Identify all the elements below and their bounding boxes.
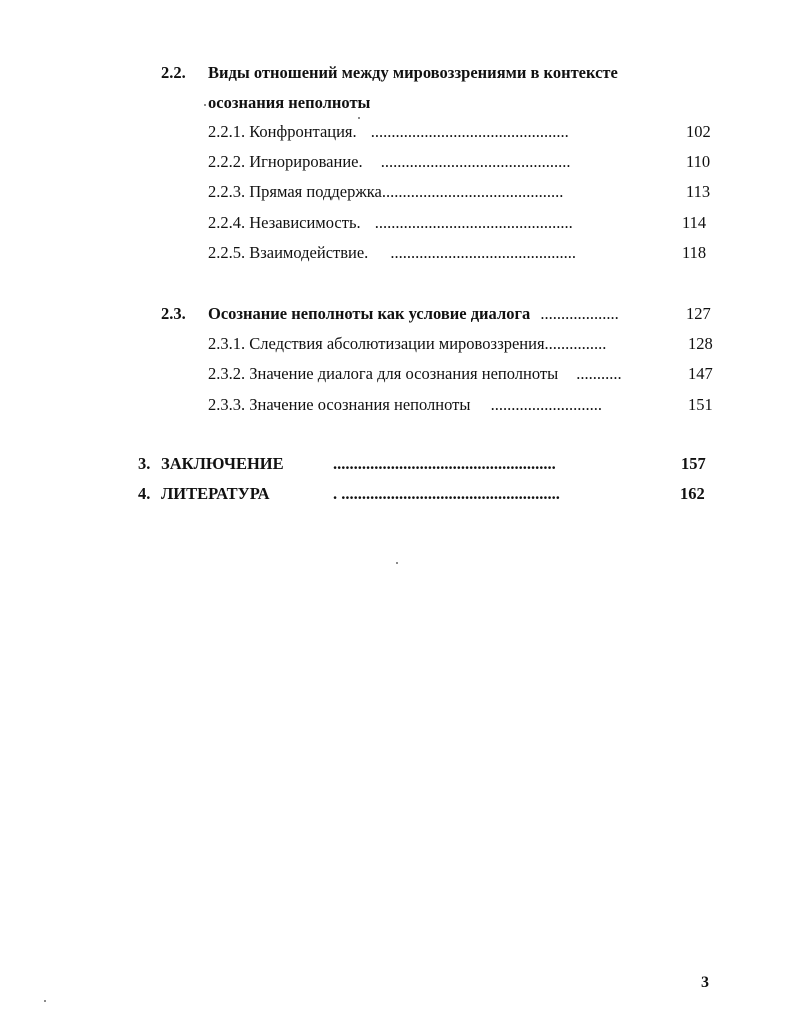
section-4-page: 162 <box>680 484 705 503</box>
scan-speck <box>358 117 360 119</box>
toc-entry-text: 2.2.5. Взаимодействие. <box>208 243 369 262</box>
toc-entry-2-2-5 <box>208 243 576 263</box>
toc-entry-dots: ............................................. <box>390 243 577 262</box>
toc-entry-text: 2.3.3. Значение осознания неполноты <box>208 395 471 414</box>
scan-speck <box>204 104 206 106</box>
toc-entry-2-3-3 <box>208 395 602 415</box>
section-2-3-page: 127 <box>686 304 711 323</box>
section-4-number: 4. <box>138 484 151 503</box>
section-3-dots: ...................................................... <box>333 454 556 473</box>
section-2-3 <box>161 304 186 324</box>
section-4-title: ЛИТЕРАТУРА <box>161 484 270 503</box>
toc-entry-text: 2.3.1. Следствия абсолютизации мировоззрения <box>208 334 545 353</box>
section-2-2-title: Виды отношений между мировоззрениями в контексте <box>208 63 618 82</box>
toc-entry-dots: ........................................... <box>385 182 564 201</box>
toc-entry-text: 2.2.2. Игнорирование. <box>208 152 363 171</box>
toc-entry-dots: ................... <box>540 304 619 323</box>
page-number: 3 <box>701 974 709 991</box>
toc-entry-text: 2.2.4. Независимость. <box>208 213 361 232</box>
section-2-3-heading <box>208 304 619 324</box>
toc-entry-text: 2.2.1. Конфронтация. <box>208 122 357 141</box>
toc-entry-2-3-2 <box>208 364 622 384</box>
toc-entry-2-2-4 <box>208 213 573 233</box>
toc-entry-dots: .............................................. <box>380 152 571 171</box>
section-2-2-number: 2.2. <box>161 63 186 82</box>
toc-entry-2-3-3-page: 151 <box>688 395 713 414</box>
toc-entry-2-2-2-page: 110 <box>686 152 711 171</box>
toc-entry-2-2-4-page: 114 <box>682 213 707 232</box>
toc-entry-2-2-3 <box>208 182 563 202</box>
toc-entry-2-2-2 <box>208 152 570 172</box>
section-3-number: 3. <box>138 454 151 473</box>
section-4-dots: . ..................................................... <box>333 484 560 503</box>
toc-entry-text: 2.2.3. Прямая поддержка. <box>208 182 386 201</box>
toc-entry-2-2-3-page: 113 <box>686 182 711 201</box>
toc-entry-2-3-1 <box>208 334 606 354</box>
section-2-3-number: 2.3. <box>161 304 186 323</box>
section-3-title: ЗАКЛЮЧЕНИЕ <box>161 454 284 473</box>
toc-entry-2-2-1-page: 102 <box>686 122 711 141</box>
toc-entry-2-3-2-page: 147 <box>688 364 713 383</box>
toc-entry-2-2-1 <box>208 122 569 142</box>
toc-entry-dots: ............... <box>544 334 607 353</box>
scan-speck <box>44 1000 46 1002</box>
toc-entry-dots: ................................................ <box>370 122 569 141</box>
toc-entry-2-2-5-page: 118 <box>682 243 707 262</box>
section-2-2-title-cont: осознания неполноты <box>208 93 371 112</box>
toc-entry-dots: ........................... <box>490 395 602 414</box>
toc-entry-dots: ................................................ <box>374 213 573 232</box>
toc-entry-text: 2.3.2. Значение диалога для осознания неполноты <box>208 364 559 383</box>
section-2-3-title: Осознание неполноты как условие диалога <box>208 304 531 323</box>
toc-entry-2-3-1-page: 128 <box>688 334 713 353</box>
scan-speck <box>396 562 398 564</box>
section-3-page: 157 <box>681 454 706 473</box>
toc-entry-dots: ........... <box>576 364 622 383</box>
